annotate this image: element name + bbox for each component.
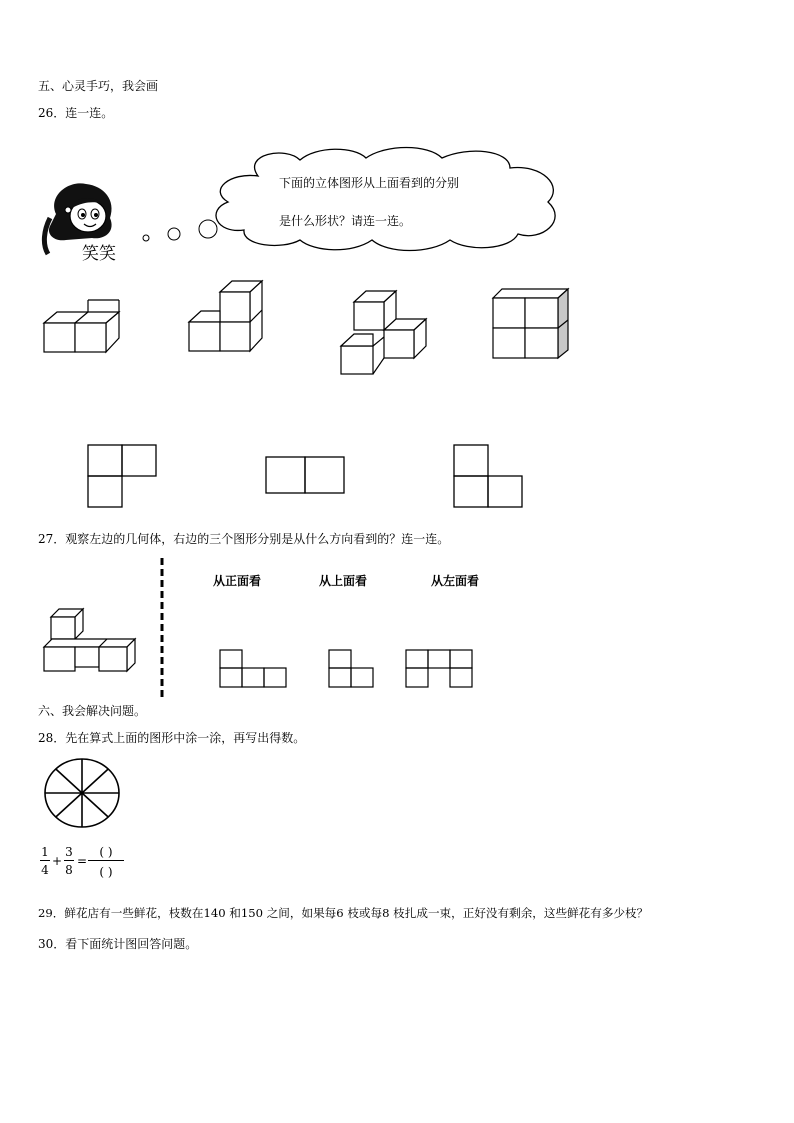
question-27-label: 27．观察左边的几何体，右边的三个图形分别是从什么方向看到的？连一连。 — [38, 532, 450, 546]
answer-numerator-blank[interactable]: ( ) — [99, 845, 113, 859]
question-29-label: 29．鲜花店有一些鲜花，枝数在140 和150 之间，如果每6 枝或每8 枝扎成一束，正好没有剩余，这些鲜花有多少枝？ — [38, 906, 649, 920]
question-26-label: 26．连一连。 — [38, 106, 114, 120]
bubble-text-line2: 是什么形状？请连一连。 — [279, 214, 412, 228]
solid-figure-1 — [43, 298, 123, 354]
section-heading-5: 五、心灵手巧，我会画 — [38, 79, 159, 93]
view-shape-c — [405, 649, 475, 689]
question-30-label: 30．看下面统计图回答问题。 — [38, 937, 198, 951]
fraction-1-numerator: 1 — [41, 845, 49, 859]
question-28-label: 28．先在算式上面的图形中涂一涂，再写出得数。 — [38, 731, 306, 745]
fraction-2-numerator: 3 — [65, 845, 73, 859]
top-view-shape-1 — [87, 444, 159, 510]
dashed-divider — [160, 558, 164, 700]
fraction-2-bar — [64, 860, 74, 861]
eighths-circle — [42, 757, 122, 829]
solid-figure-2 — [188, 280, 264, 354]
solid-figure-4 — [492, 288, 570, 360]
geometric-solid-q27 — [43, 605, 139, 673]
fraction-2-denominator: 8 — [65, 863, 73, 877]
fraction-1-denominator: 4 — [41, 863, 49, 877]
answer-denominator-blank[interactable]: ( ) — [99, 865, 113, 879]
solid-figure-3 — [340, 290, 430, 376]
character-name: 笑笑 — [82, 244, 116, 264]
top-view-shape-3 — [453, 444, 525, 510]
view-shape-a — [219, 649, 289, 689]
view-label-left: 从左面看 — [431, 574, 480, 588]
bubble-text-line1: 下面的立体图形从上面看到的分别 — [279, 176, 460, 190]
section-heading-6: 六、我会解决问题。 — [38, 704, 147, 718]
plus-sign: + — [52, 854, 63, 868]
thought-bubble — [138, 146, 583, 256]
answer-fraction-bar — [88, 860, 124, 861]
top-view-shape-2 — [265, 456, 347, 496]
fraction-1-bar — [40, 860, 50, 861]
view-shape-b — [328, 649, 376, 689]
view-label-top: 从上面看 — [319, 574, 368, 588]
equals-sign: = — [77, 854, 88, 868]
view-label-front: 从正面看 — [213, 574, 262, 588]
